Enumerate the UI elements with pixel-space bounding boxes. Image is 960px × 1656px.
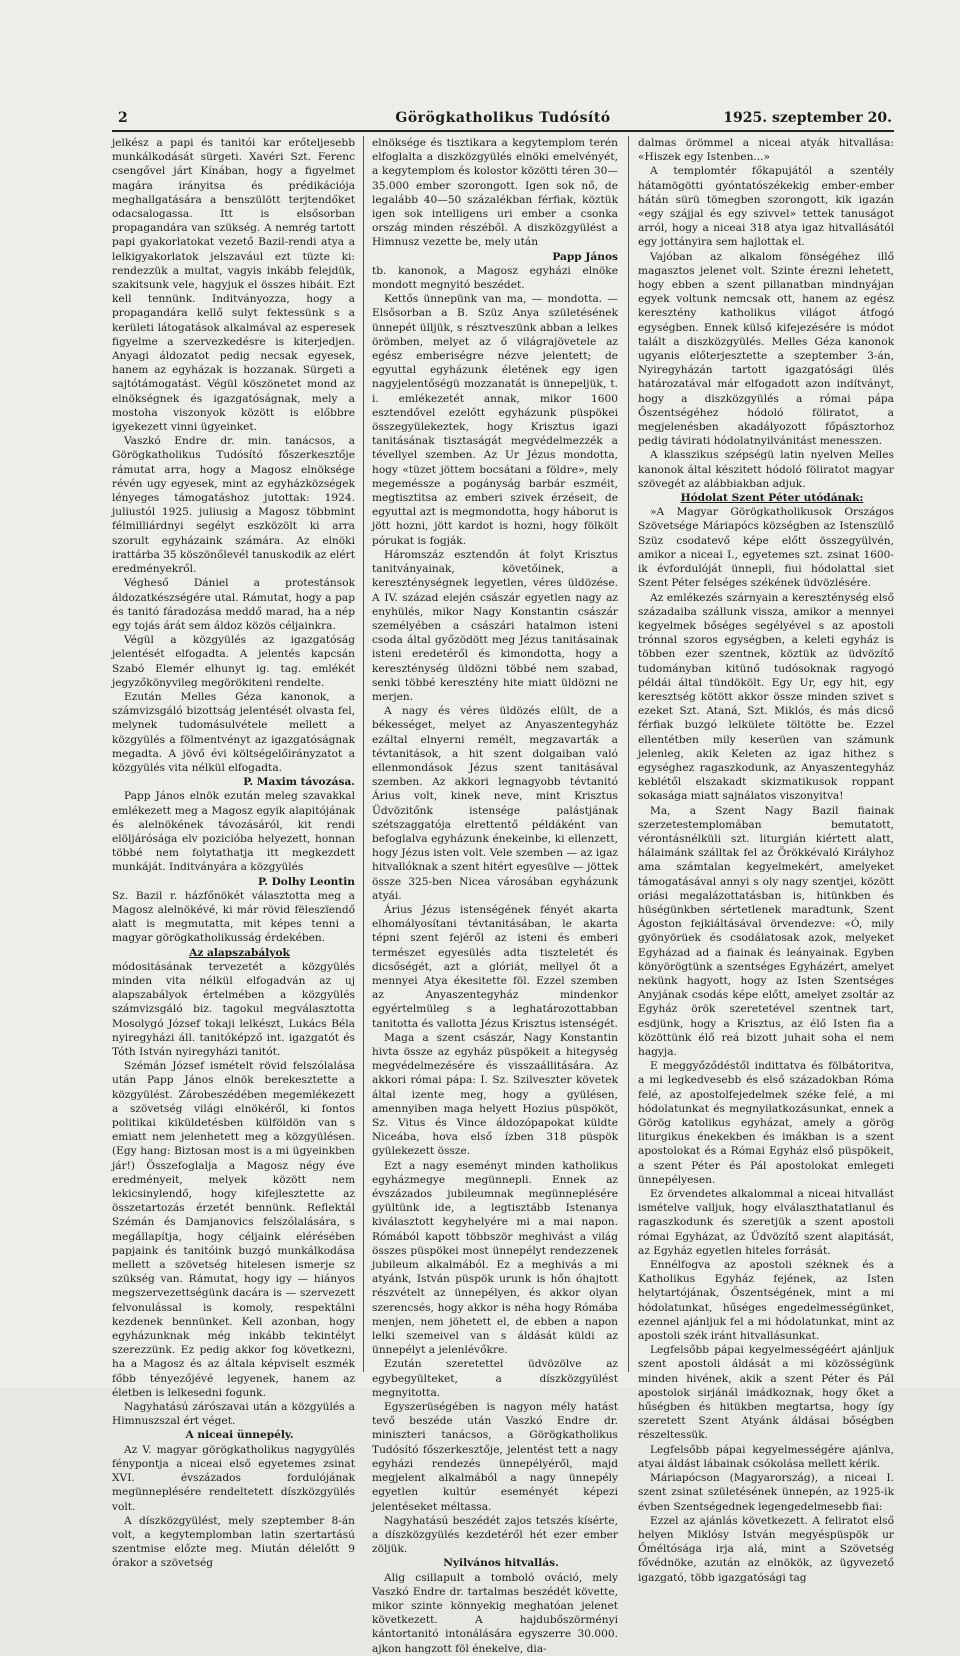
issue-date: 1925. szeptember 20. (723, 110, 892, 126)
paragraph: Alig csillapult a tomboló ováció, mely Vaszkó Endre dr. tartalmas beszédét követte, mikor szinte könnyekig meghatóan jelenet következett. A hajdubőszörményi kántortanitó intonálására egyszerre 30.000. ajkon hangzott föl énekelve, dia- (372, 1571, 618, 1655)
paragraph: Végül a közgyülés az igazgatóság jelentését elfogadta. A jelentés kapcsán Szabó Elemér elhunyt ig. tag. emlékét jegyzőkönyvileg megörökiteni rendelte. (112, 634, 355, 689)
paragraph: elnöksége és tisztikara a kegytemplom terén elfoglalta a diszközgyülés elnöki emelvényét, a kegytemplom és kolostor közötti téren 30—35.000 ember szorongott. Igen sok nő, de legalább 40—50 százalékban férfiak, köztük igen sok intelligens uri ember a csonka ország minden részéből. A diszközgyülést a Himnusz vezette be, mely után (372, 137, 618, 249)
paragraph: Ennélfogva az apostoli széknek és a Katholikus Egyház fejének, az Isten helytartójának, Őszentségének, mint a mi hódolatunkat, hűséges engedelmességünket, ezennel ajánljuk fel a mi hódolatunkat, mint az apostoli szék iránt hitvallásunkat. (638, 1259, 894, 1343)
paragraph: Végheső Dániel a protestánsok áldozatkészségére utal. Rámutat, hogy a pap és tanitó fáradozása meddő marad, ha a nép egy tojás árát sem áldoz közös céljainkra. (112, 577, 355, 632)
column-rule-2 (628, 136, 629, 1372)
section-heading: A niceai ünnepély. (185, 1429, 294, 1442)
paragraph: Kettős ünnepünk van ma, — mondotta. — Elsősorban a B. Szüz Anya születésének ünnepét ülljük, s résztveszünk abban a lelkes örömben, melyet az ő világrajövetele az egész emberiségre nézve jelentett; de egyuttal egyházunk életének egy igen nagyjelentőségü mozzanatát is ünnepeljük, t. i. emlékezetét annak, mikor 1600 esztendővel ezelőtt egyházunk püspökei összegyülekeztek, hogy Krisztus igazi tanitásának tisztaságát megvédelmezzék a tévellyel szemben. Az Ur Jézus mondotta, hogy «tüzet jöttem bocsátani a földre», mely megemésszе a pogányság barbár eszméit, megtisztitsa az emberi szivek érzéseit, de egyuttal azt is megmondotta, hogy háborut is jött hozni, jött kardot is hozni, hogy fölkölt pórukat is fogják. (372, 293, 618, 547)
paragraph: Vaszkó Endre dr. min. tanácsos, a Görögkatholikus Tudósító főszerkesztője rámutat arra, hogy a Magosz elnöksége révén ugy egyesek, mint az egyházközségek lényeges támogatáshoz jutottak: 1924. juliustól 1925. juliusig a Magosz többmint félmilliárdnyi segélyt eszközölt ki arra szorult egyházaink számára. Az elnöki irattárba 35 köszönőlevél tanuskodik az elért eredményekről. (112, 435, 355, 576)
paragraph: Ma, a Szent Nagy Bazil fiainak szerzetestemplomában bemutatott, vérontásnélküli szt. liturgián kiértett alatt, hálaimánk szálltak fel az Örökkévaló Királyhoz ama számtalan kegyelmekért, amelyeket támogatásával annyi s oly nagy szentjei, között oriási megalázottatásban is, hitünkben és hüségünkben sértetlenek maradtunk, Szent Ágoston fejkiáltásával örvendezve: «Ó, mily gyönyörüek és csodálatosak azok, melyeket Egyházad ad a fiainak és leányainak. Egyben könyörögtünk a szentséges Egyházért, amelyet nekünk hagyott, hogy az Isten Szentséges Anyjának csodás képe előtt, amelyet zsoltár az Egyház örök szeretetével szentnek tart, esdjünk, hogy a Krisztus, az élő Isten fia a közöttünk élő reá bizott juhait soha el nem hagyja. (638, 804, 894, 1058)
paragraph: Legfelsőbb pápai kegyelmességéért ajánljuk szent apostoli áldását a mi közösségünk minden hivének, akik a szent Péter és Pál apostolok sirjánál imádkoznak, hogy őket a hűségben és hitükben megtartsa, hogy így szeretett Szent Atyánk áldásai bőségben részeltessük. (638, 1344, 894, 1442)
name-line: P. Dolhy Leontin (258, 875, 355, 888)
paragraph: Nagyhatású zárószavai után a közgyülés a Himnuszszal ért véget. (112, 1401, 355, 1428)
paragraph: Ezt a nagy eseményt minden katholikus egyházmegye megünnepli. Ennek az évszázados jubileumnak megünneplésére gyültünk ide, a legtisztább Istenanya kiválasztott kegyhelyére mi a mai napon. Rómából kapott többször meghivást a világ összes püspökei most ünnepélyt rendezzenek jubileum alkalmából. Ez a meghivás a mi atyánk, István püspök urunk is hőn óhajtott részvételt az ünnepélyen, és akkor olyan szerencsés, hogy akkor is néha hogy Rómába menjen, nem jöhetett el, de ebben a napon lelki szemeivel van s áldását küldi az ünnepélyt a jelenlévőkre. (372, 1159, 618, 1357)
paragraph: Háromszáz esztendőn át folyt Krisztus tanitványainak, követőinek, a kereszténységnek legyetlen, véres üldözése. A IV. század elején császár egyetlen nagy az enyhülés, mikor Nagy Konstantin császár személyében a császári hatalmon isteni csoda által győzödött meg Jézus tanitásainak isteni eredetéről és kimondotta, hogy a kereszténység üldözni többé nem szabad, senki többé keresztény hite miatt üldözni ne merjen. (372, 548, 618, 703)
paragraph: Papp János elnök ezután meleg szavakkal emlékezett meg a Magosz egyik alapitójának és alelnökének távozásáról, kit rendi elöljárósága elv pozicióba helyezett, honnan többé nem folytathatja itt megkezdett munkáját. Inditványára a közgyülés (112, 790, 355, 874)
paragraph: tb. kanonok, a Magosz egyházi elnöke mondott megnyitó beszédet. (372, 264, 618, 292)
newspaper-title: Görögkatholikus Tudósító (395, 110, 611, 126)
paragraph: módositásának tervezetét a közgyülés minden vita nélkül elfogadván az uj alapszabályok értelmében a közgyülés számvizsgáló biz. tagokul megválasztotta Mosolygó József tokaji lelkészt, Lukács Béla nyiregyházi áll. tanitóképző int. igazgatót és Tóth István nyiregyházi tanitót. (112, 960, 355, 1058)
section-heading: Az alapszabályok (189, 946, 290, 959)
paragraph: Nagyhatású beszédét zajos tetszés kísérte, a díszközgyülés kezdetéről hét ezer ember zöljük. (372, 1514, 618, 1556)
section-heading: Nyilvános hitvallás. (443, 1557, 559, 1570)
paragraph: dalmas örömmel a niceai atyák hitvallása: «Hiszek egy Istenben...» (638, 137, 894, 164)
paragraph: A templomtér főkapujától a szentély hátamögötti gyóntatószékekig ember-ember hátán sürü tömegben szorongott, kik igazán «egy szájjal és egy szivvel» tettek tanuságot arról, hogy a niceai 318 atya igaz hitvallásától egy jottányira sem hajlottak el. (638, 165, 894, 249)
paragraph: Az emlékezés szárnyain a kereszténység első századaiba szállunk vissza, amikor a mennyei kegyelmek bőséges segélyével s az apostoli trónnal szoros egységben, a keleti egyház is többen ezer szentnek, köztük az üdvözítő tudományban kitünő tudósoknak ragyogó példái által tündökölt. Egy Ur, egy hit, egy keresztség kötött akkor össze minden szivet s ezeket Szt. Ataná, Szt. Miklós, és más dicső férfiak buzgó lelkülete töltötte be. Ezzel ellentétben mily keserüen van számunk jelenleg, akik Keleten az igaz hithez s egységhez ragaszkodunk, az Anyaszentegyház keblétől elszakadt skizmatikusok roppant sokasága miatt sajnálatos viszonyitva! (638, 591, 894, 803)
column-right (638, 136, 894, 1584)
paragraph: A díszközgyülést, mely szeptember 8-án volt, a kegytemplomban latin szertartású szentmise előzte meg. Miután délelőtt 9 órakor a szövetség (112, 1514, 355, 1570)
paragraph: Vajóban az alkalom fönségéhez illő magasztos jelenet volt. Szinte érezni lehetett, hogy ebben a szent pillanatban mindnyájan egyek voltunk nemcsak ott, hanem az egész keresztény katholikus világot átfogó egységben. Ennek külső kifejezésére is módot talált a diszközgyülés. Melles Géza kanonok ugyanis előterjesztette a szeptember 3-án, Nyiregyházán tartott igazgatósági ülés határozatával már elfogadott azon indítványt, hogy a diszközgyülés a római pápa Őszentségéhez hódoló föliratot, a megjelenésben akadályozott főpásztorhoz pedig távirati hódolatnyilvánitást menesszen. (638, 250, 894, 448)
paragraph: Legfelsőbb pápai kegyelmességére ajánlva, atyai áldást lábainak csókolása mellett kérik. (638, 1443, 894, 1470)
column-left (112, 136, 355, 1570)
paragraph: Szémán József ismételt rövid felszólalása után Papp János elnök berekesztette a közgyülést. Zárobeszédében megemlékezett a szövetség világi elnökéről, ki fontos politikai kiküldetésben külföldön van s emiatt nem jelenhetett meg a közgyülésen. (Egy hang: Biztosan most is a mi ügyeinkben jár!) Összefoglalja a Magosz négy éve eredményeit, melyek között nem lekicsinylendő, hogy kifejlesztette az összetartozás érzetét bennünk. Reflektál Szémán és Damjanovics felszólalására, s megállapítja, hogy céljaink elérésében papjaink és tanitóink buzgó munkálkodása mellett a szövetség hitelesen ismerje sz szükség van. Rámutat, hogy igy — hiányos megszervezettségünk dacára is — szervezett felvonulással is komoly, respektálni kezdenek bennünket. Kell azonban, hogy egyházunknak még inkább tekintélyt szerezzünk. Ez pedig akkor fog következni, ha a Magosz és az általa képviselt eszmék főbb tényezőjévé legyenek, hanem az életben is lelkesedni fogunk. (112, 1060, 355, 1399)
page-number: 2 (118, 110, 128, 126)
paragraph: Egyszerüségében is nagyon mély hatást tevő beszéde után Vaszkó Endre dr. miniszteri tanácsos, a Görögkatholikus Tudósító főszerkesztője, jelentést tett a nagy egyházi rendezés ünnepélyéről, majd megjelent alkalmából a nagy ünnepély egyetlen kultúr eseményét képezi jelentéseket méltassa. (372, 1401, 618, 1513)
paragraph: Árius Jézus istenségének fényét akarta elhomályosítani tévtanitásában, le akarta tépni szent fejéről az isteni és emberi természet egyesülés adta tiszteletét és dicsőségét, azt a glóriát, mellyel őt a mennyei Atya ékesitette föl. Ezzel szemben az Anyaszentegyház mindenkor egyértelmüleg s a leghatározottabban tanitotta és vallotta Jézus Krisztus istenségét. (372, 903, 618, 1030)
column-rule-1 (363, 136, 364, 1372)
paragraph: jelkész a papi és tanitói kar erőteljesebb munkálkodását sürgeti. Xavéri Szt. Ferenc csengővel járt Kínában, hogy a figyelmet magára irányitsa és prédikációja meghallgatására a benszülött terjtendőket odacsalogassa. Itt is elsősorban propagandára van szükség. A nemrég tartott papi gyakorlatokat vezető Bazil-rendi atya a lelkigyakorlatok jelszavául ezt tüzte ki: rendezzük a multat, vagyis inkább felejdük, szakitsunk vele, hagyjuk el összes hibáit. Ezt kell tennünk. Inditványozza, hogy a propagandára kellő sulyt fektessünk s a kerületi látogatások alkalmával az esperesek figyelme a szervezkedésre is kiterjedjen. Anyagi áldozatot pedig necsak egyesek, hanem az egyházak is hozzanak. Sürgeti a sajtótámogatást. Végül köszönetet mond az elnökségnek és igazgatóságnak, mely a mostoha viszonyok között is előbbre igyekezett vinni ügyeinket. (112, 137, 355, 434)
column-middle (372, 136, 618, 1655)
paragraph: Az V. magyar görögkatholikus nagygyülés fénypontja a niceai első egyetemes zsinat XVI. évszázados fordulójának megünneplésére rendeltetett díszközgyülés volt. (112, 1443, 355, 1513)
paragraph: Maga a szent császár, Nagy Konstantin hivta össze az egyház püspökeit a hitegység megvédelmezésére és visszaállitására. Az akkori római pápa: I. Sz. Szilveszter követek által izente meg, hogy a gyülésen, amennyiben maga helyett Hozius püspököt, Sz. Vitus és Vince áldozópapokat küldte Niceába, hova első ízben 318 püspök gyülekezett össze. (372, 1031, 618, 1158)
section-heading: Hódolat Szent Péter utódának: (680, 492, 864, 505)
paragraph: Ezután szeretettel üdvözölve az egybegyülteket, a díszközgyülést megnyitotta. (372, 1358, 618, 1399)
paragraph: Ezután Melles Géza kanonok, a számvizsgáló bizottság jelentését olvasta fel, melynek tudomásulvétele mellett a közgyülés a fölmentvényt az igazgatóságnak megadta. A jövő évi költségelőirányzatot a közgyülés vita nélkül elfogadta. (112, 690, 355, 774)
name-line: Papp János (552, 250, 618, 263)
paragraph: A nagy és véres üldözés elült, de a békességet, melyet az Anyaszentegyház ezáltal elnyerni remélt, megzavarták a tévtanitások, a hit szent dolgaiban való ellenmondások Jézus szent tanitásával szemben. Az akkori legnagyobb tévtanitó Árius volt, kinek neve, mint Krisztus Üdvözitőnk istensége palástjának szétszaggatója elrettentő példáként van befoglalva egyházunk énekeinbe, ki ellenzett, hogy Jézus isten volt. Vele szemben — az igaz hitvallóknak a szent hitért egyesülve — jöttek össze 325-ben Nicea városában egyházunk atyái. (372, 705, 618, 902)
paragraph: Sz. Bazil r. házfőnökét választotta meg a Magosz alelnökévé, ki már rövid fëleszïendő alatt is megmutatta, mit képes tenni a magyar görögkatholikusság érdekében. (112, 889, 355, 945)
paragraph: A klasszikus szépségü latin nyelven Melles kanonok által készitett hódoló föliratot magyar szövegét az alábbiakban adjuk. (638, 449, 894, 490)
section-title: P. Maxim távozása. (243, 776, 355, 789)
page-header (112, 108, 894, 132)
paragraph: Máriapócson (Magyarország), a niceai I. szent zsinat születésének ünnepén, az 1925-ik évben Szentségednek legengedelmesebb fiai: (638, 1472, 894, 1513)
paragraph: »A Magyar Görögkatholikusok Országos Szövetsége Máriapócs községben az Istenszülő Szüz csodatevő képe előtt összegyülvén, amikor a niceai I., egyetemes szt. zsinat 1600-ik évfordulóját ünnepli, fiui hódolattal siet Szent Péter felséges székének üdvözlésére. (638, 506, 894, 590)
paragraph: Ezzel az ajánlás következett. A feliratot első helyen Miklósy István megyéspüspök ur Őméltósága irja alá, mint a Szövetség fővédnöke, azután az elnökök, az ügyvezető igazgató, több igazgatósági tag (638, 1514, 894, 1584)
paragraph: E meggyőződéstől indittatva és fölbátoritva, a mi legkedvesebb és első századokban Róma felé, az apostolfejedelmek széke felé, a mi hódolatunkat és megnyilatkozásunkat, ennek a Görög katolikus egyházat, amely a görög liturgikus énekekben és imákban is a szent apostolokat és a Római Egyház első püspökeit, a szent Péter és Pál apostolokat emlegeti ünnepélyesen. (638, 1060, 894, 1186)
paragraph: Ez örvendetes alkalommal a niceai hitvallást ismételve valljuk, hogy elválaszthatatlanul és ragaszkodunk és szeretjük a szent apostoli római Egyházat, az Üdvözítő szent alapitását, az Egyház egyetlen hiteles forrását. (638, 1188, 894, 1257)
